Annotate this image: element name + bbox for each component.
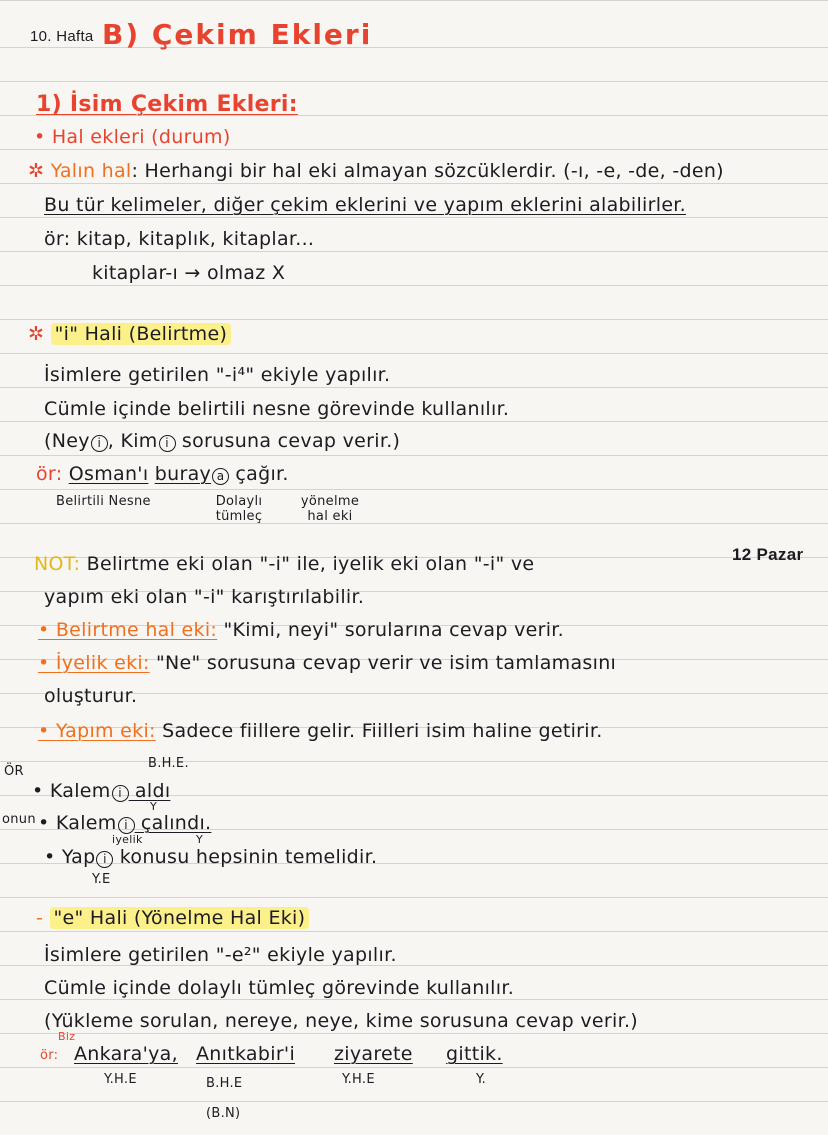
label-belirtili-nesne: Belirtili Nesne xyxy=(56,494,151,509)
belirtme-title: "i" Hali (Belirtme) xyxy=(51,323,232,345)
e-label-yhe-1: Y.H.E xyxy=(104,1072,137,1087)
page-date: 12 Pazar xyxy=(732,545,804,564)
e-label-bn: (B.N) xyxy=(206,1106,241,1121)
belirtme-line-3 xyxy=(44,430,400,452)
yalin-example: ör: kitap, kitaplık, kitaplar... xyxy=(44,228,315,250)
example-3 xyxy=(44,846,377,868)
belirtme-line-2: Cümle içinde belirtili nesne görevinde kullanılır. xyxy=(44,398,510,420)
label-dolayli-tumlec: Dolaylı tümleç xyxy=(215,494,263,524)
not-line-1 xyxy=(34,553,534,575)
e-prefix: - xyxy=(36,907,50,929)
e-hali-heading xyxy=(36,907,309,929)
isim-cekim-title: 1) İsim Çekim Ekleri: xyxy=(36,92,298,117)
label-iyelik: iyelik xyxy=(112,833,143,846)
e-ex-ankara: Ankara'ya, xyxy=(74,1043,178,1065)
ex3-text: konusu hepsinin temelidir. xyxy=(113,846,378,868)
side-or: ÖR xyxy=(4,764,24,779)
belirtme-l3c: sorusuna cevap verir.) xyxy=(175,430,401,452)
circled-suffix: a xyxy=(212,468,229,485)
iyelik-label: • İyelik eki: xyxy=(38,652,150,674)
iyelik-text: "Ne" sorusuna cevap verir ve isim tamlamasını xyxy=(156,652,617,674)
belirtme-eki-label: • Belirtme hal eki: xyxy=(38,619,218,641)
belirtme-eki-text: "Kimi, neyi" sorularına cevap verir. xyxy=(223,619,564,641)
iyelik-line-2: oluşturur. xyxy=(44,685,138,707)
page-title: B) Çekim Ekleri xyxy=(102,18,373,51)
e-label-bhe: B.H.E xyxy=(206,1076,243,1091)
hal-ekleri-heading: • Hal ekleri (durum) xyxy=(34,126,231,148)
e-ex-or: ör: xyxy=(40,1048,59,1063)
e-line-3: (Yükleme sorulan, nereye, neye, kime sorusuna cevap verir.) xyxy=(44,1010,639,1032)
yalin-line-2: Bu tür kelimeler, diğer çekim eklerini ve yapım eklerini alabilirler. xyxy=(44,194,687,216)
example-1 xyxy=(32,780,170,802)
e-ex-anitkabir: Anıtkabir'i xyxy=(196,1043,296,1065)
label-bhe: B.H.E. xyxy=(148,756,189,771)
star-icon: ✲ xyxy=(28,323,45,345)
ex2-verb: çalındı. xyxy=(134,812,212,834)
belirtme-eki-line xyxy=(38,619,564,641)
e-label-yhe-2: Y.H.E xyxy=(342,1072,375,1087)
ex-cagir: çağır. xyxy=(235,463,289,485)
belirtme-l3a: (Ney xyxy=(44,430,90,452)
label-y: Y xyxy=(150,800,158,813)
example-2 xyxy=(38,812,211,834)
belirtme-l3b: , Kim xyxy=(107,430,158,452)
label-yonelme: yönelme hal eki xyxy=(300,494,360,524)
e-ex-biz: Biz xyxy=(58,1030,76,1043)
circled-suffix: i xyxy=(112,785,129,802)
not-prefix: NOT: xyxy=(34,553,81,575)
iyelik-line xyxy=(38,652,616,674)
ex-buray: buray xyxy=(154,463,212,485)
yapim-label: • Yapım eki: xyxy=(38,720,156,742)
circled-suffix: i xyxy=(96,851,113,868)
ex1-word: • Kalem xyxy=(32,780,111,802)
ex-osman: Osman'ı xyxy=(68,463,149,485)
e-title: "e" Hali (Yönelme Hal Eki) xyxy=(50,907,310,929)
belirtme-example xyxy=(36,463,289,485)
e-ex-gittik: gittik. xyxy=(446,1043,503,1065)
ex2-word: • Kalem xyxy=(38,812,117,834)
yalin-line xyxy=(28,160,724,182)
label-ye: Y.E xyxy=(92,872,111,887)
ex3-word: • Yap xyxy=(44,846,96,868)
circled-suffix: i xyxy=(118,817,135,834)
not-text-1: Belirtme eki olan "-i" ile, iyelik eki olan "-i" ve xyxy=(86,553,535,575)
belirtme-line-1: İsimlere getirilen "-i⁴" ekiyle yapılır. xyxy=(44,364,391,386)
yalin-def: : Herhangi bir hal eki almayan sözcüklerdir. (-ı, -e, -de, -den) xyxy=(131,160,724,182)
yapim-text: Sadece fiillere gelir. Fiilleri isim haline getirir. xyxy=(162,720,603,742)
side-onun: onun xyxy=(2,812,36,827)
not-line-2: yapım eki olan "-i" karıştırılabilir. xyxy=(44,586,365,608)
week-label: 10. Hafta xyxy=(30,28,94,45)
star-icon: ✲ xyxy=(28,160,45,182)
yalin-example-2: kitaplar-ı → olmaz X xyxy=(92,262,286,284)
circled-suffix: i xyxy=(159,435,176,452)
e-line-1: İsimlere getirilen "-e²" ekiyle yapılır. xyxy=(44,944,397,966)
yalin-title: Yalın hal xyxy=(50,160,132,182)
ex1-verb: aldı xyxy=(128,780,171,802)
e-label-y: Y. xyxy=(476,1072,487,1087)
e-line-2: Cümle içinde dolaylı tümleç görevinde kullanılır. xyxy=(44,977,515,999)
belirtme-heading-line xyxy=(28,323,231,345)
circled-suffix: i xyxy=(91,435,108,452)
e-ex-ziyarete: ziyarete xyxy=(334,1043,413,1065)
label-y-2: Y xyxy=(196,833,204,846)
yapim-line xyxy=(38,720,603,742)
example-prefix: ör: xyxy=(36,463,63,485)
